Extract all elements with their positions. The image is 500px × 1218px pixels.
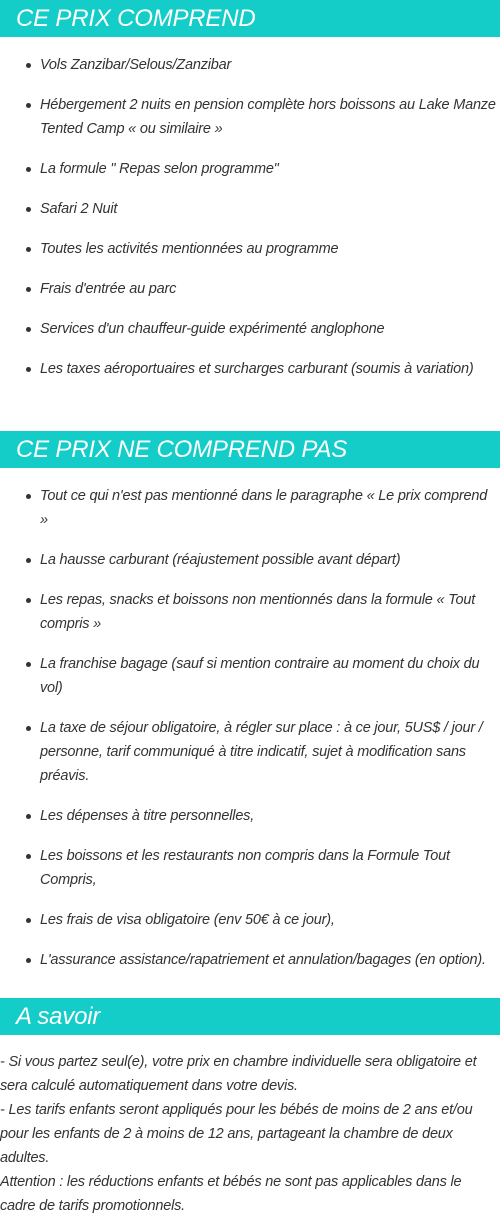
excluded-section bbox=[0, 431, 500, 988]
list-item: La formule " Repas selon programme" bbox=[0, 157, 500, 181]
list-item: Les boissons et les restaurants non compris dans la Formule Tout Compris, bbox=[0, 844, 500, 892]
list-item: Services d'un chauffeur-guide expérimenté anglophone bbox=[0, 317, 500, 341]
list-item: Tout ce qui n'est pas mentionné dans le paragraphe « Le prix comprend » bbox=[0, 484, 500, 532]
list-item: Les frais de visa obligatoire (env 50€ à ce jour), bbox=[0, 908, 500, 932]
list-item: Les dépenses à titre personnelles, bbox=[0, 804, 500, 828]
savoir-line: Attention : les réductions enfants et bébés ne sont pas applicables dans le cadre de tarifs promotionnels. bbox=[0, 1174, 462, 1214]
list-item: L'assurance assistance/rapatriement et annulation/bagages (en option). bbox=[0, 948, 500, 972]
list-item: Hébergement 2 nuits en pension complète hors boissons au Lake Manze Tented Camp « ou similaire » bbox=[0, 93, 500, 141]
list-item: La franchise bagage (sauf si mention contraire au moment du choix du vol) bbox=[0, 652, 500, 700]
list-item: La hausse carburant (réajustement possible avant départ) bbox=[0, 548, 500, 572]
excluded-list bbox=[0, 468, 500, 972]
savoir-line: - Les tarifs enfants seront appliqués pour les bébés de moins de 2 ans et/ou pour les enfants de 2 à moins de 12 ans, partageant la chambre de deux adultes. bbox=[0, 1102, 473, 1166]
list-item: Vols Zanzibar/Selous/Zanzibar bbox=[0, 53, 500, 77]
excluded-title: CE PRIX NE COMPREND PAS bbox=[0, 431, 500, 468]
list-item: Les repas, snacks et boissons non mentionnés dans la formule « Tout compris » bbox=[0, 588, 500, 636]
list-item: Safari 2 Nuit bbox=[0, 197, 500, 221]
savoir-text bbox=[0, 1035, 500, 1218]
included-title: CE PRIX COMPREND bbox=[0, 0, 500, 37]
included-section bbox=[0, 0, 500, 397]
list-item: Les taxes aéroportuaires et surcharges carburant (soumis à variation) bbox=[0, 357, 500, 381]
savoir-section bbox=[0, 998, 500, 1218]
savoir-title: A savoir bbox=[0, 998, 500, 1035]
list-item: La taxe de séjour obligatoire, à régler sur place : à ce jour, 5US$ / jour / personne, tarif communiqué à titre indicatif, sujet à modification sans préavis. bbox=[0, 716, 500, 788]
list-item: Frais d'entrée au parc bbox=[0, 277, 500, 301]
included-list bbox=[0, 37, 500, 381]
savoir-line: - Si vous partez seul(e), votre prix en chambre individuelle sera obligatoire et sera calculé automatiquement dans votre devis. bbox=[0, 1054, 477, 1094]
list-item: Toutes les activités mentionnées au programme bbox=[0, 237, 500, 261]
